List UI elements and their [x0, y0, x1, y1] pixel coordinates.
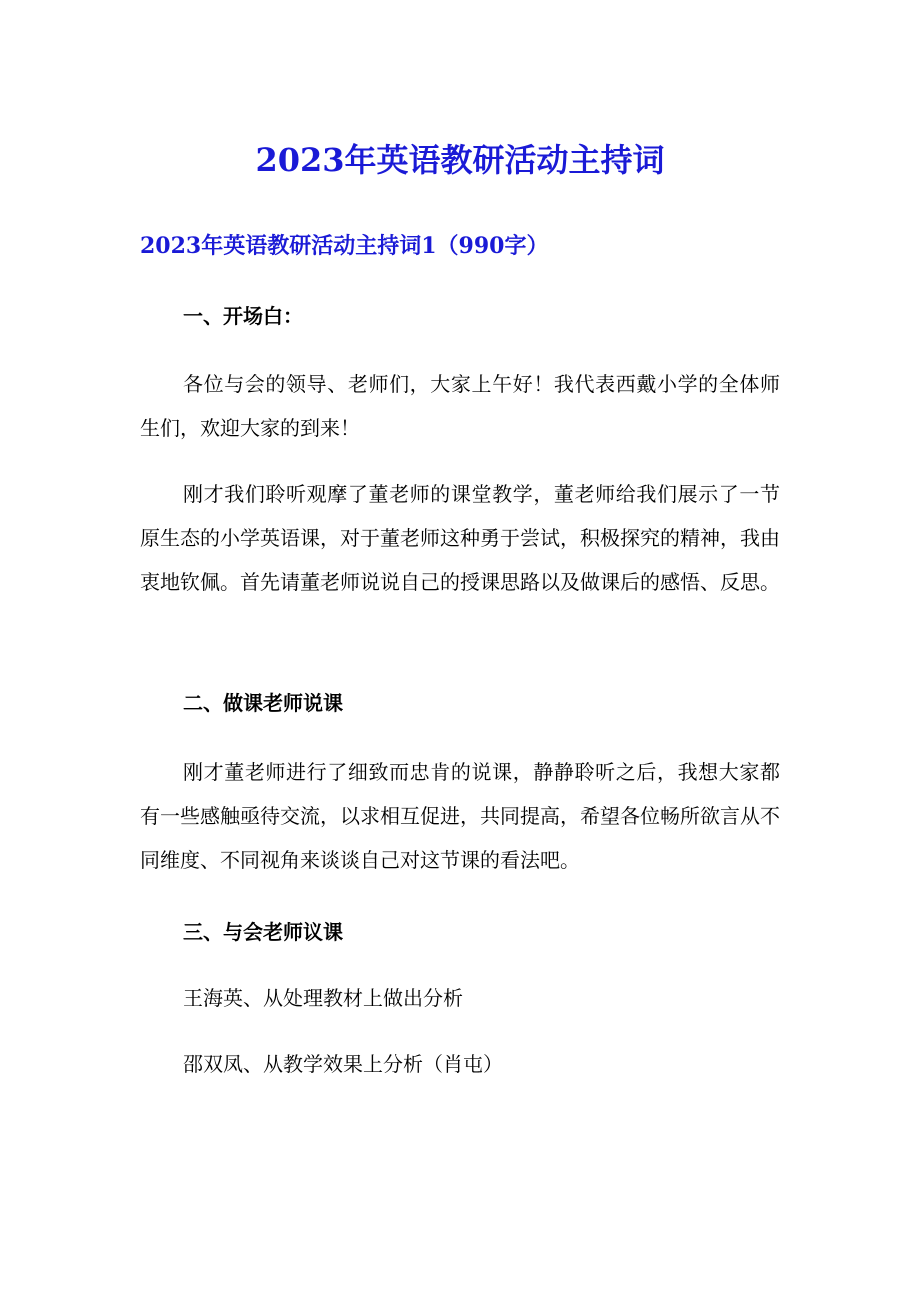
paragraph-welcome: 各位与会的领导、老师们，大家上午好！我代表西戴小学的全体师生们，欢迎大家的到来！ [140, 372, 780, 440]
list-item: 王海英、从处理教材上做出分析 [183, 986, 463, 1010]
paragraph-observation: 刚才我们聆听观摩了董老师的课堂教学，董老师给我们展示了一节原生态的小学英语课，对于董老师这种勇于尝试，积极探究的精神，我由衷地钦佩。首先请董老师说说自己的授课思路以及做课后的感悟、反思。 [140, 482, 780, 594]
list-item: 邵双凤、从教学效果上分析（肖屯） [183, 1052, 503, 1076]
part-heading-review: 三、与会老师议课 [183, 920, 343, 944]
part-heading-opening: 一、开场白： [183, 304, 303, 328]
document-title: 2023年英语教研活动主持词 [255, 141, 665, 179]
part-heading-lesson-talk: 二、做课老师说课 [183, 691, 343, 715]
section-heading: 2023年英语教研活动主持词1（990字） [140, 233, 549, 259]
paragraph-discussion: 刚才董老师进行了细致而忠肯的说课，静静聆听之后，我想大家都有一些感触亟待交流，以求相互促进，共同提高，希望各位畅所欲言从不同维度、不同视角来谈谈自己对这节课的看法吧。 [140, 760, 780, 872]
